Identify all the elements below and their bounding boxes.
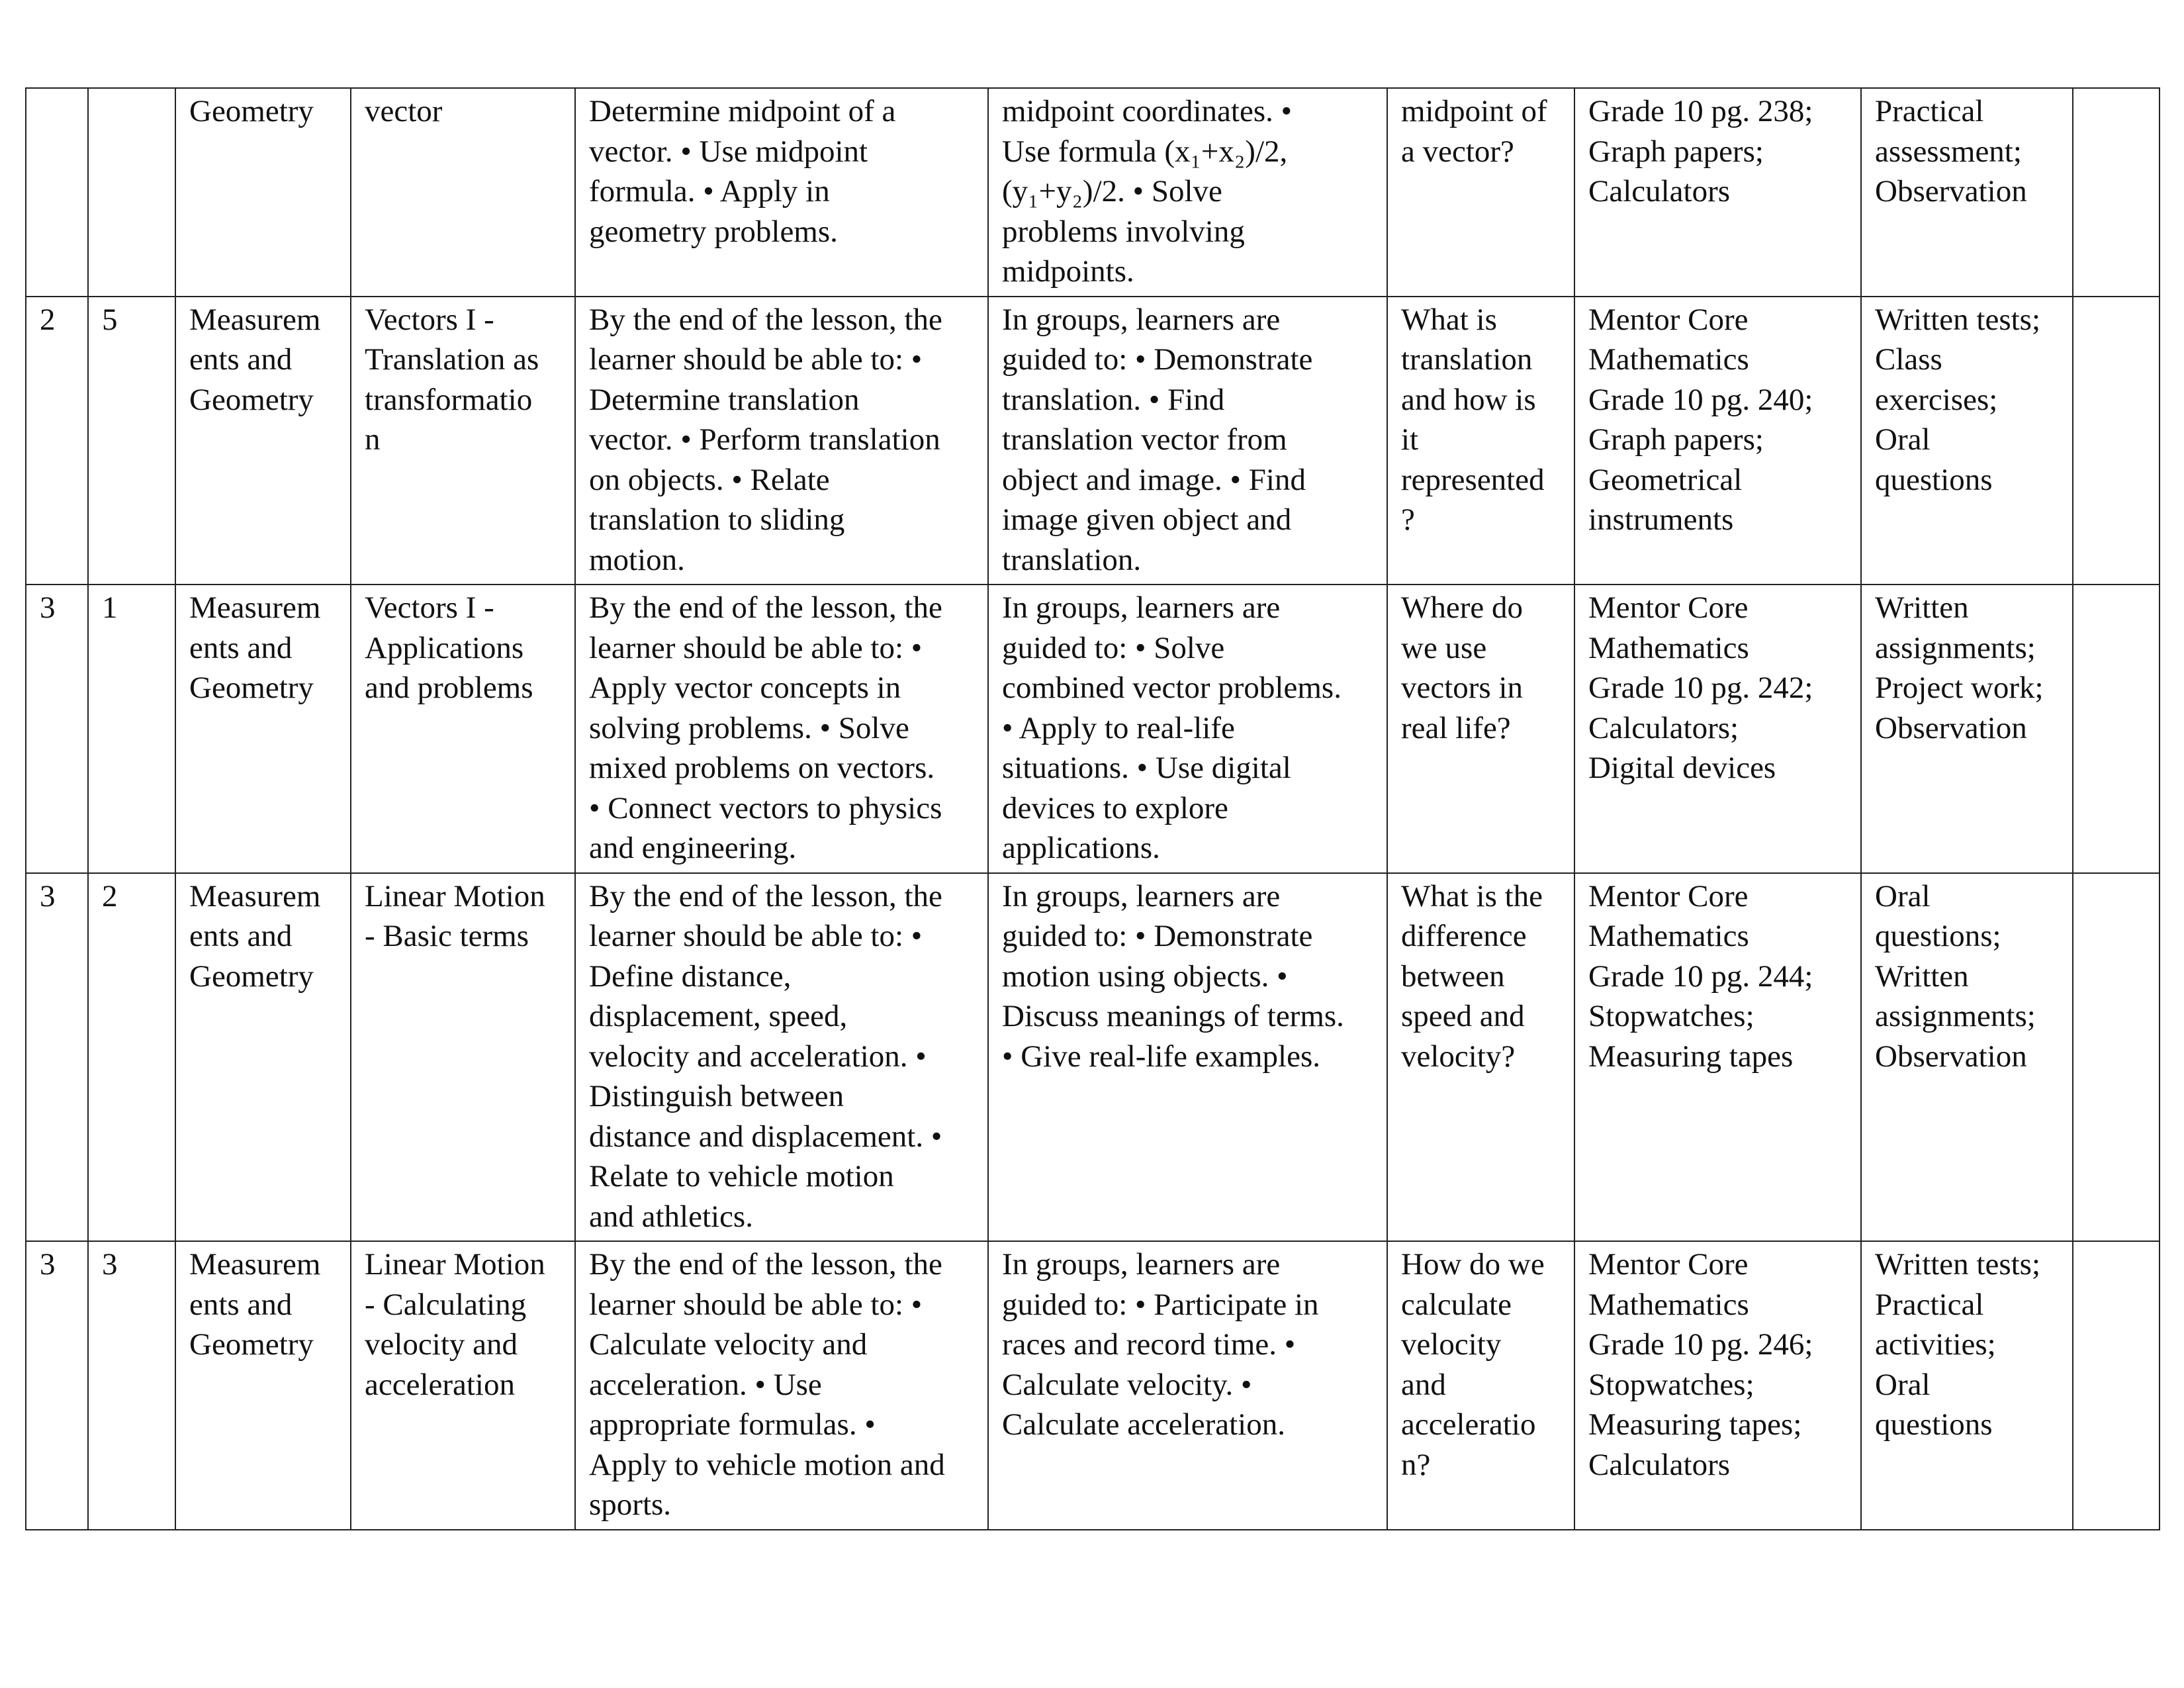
key-inquiry-question-cell <box>1387 873 1574 1242</box>
lesson-cell-text: 3 <box>102 1247 118 1282</box>
learning-experiences-cell <box>988 585 1387 873</box>
assessment-cell <box>1861 873 2073 1242</box>
week-cell-text: 3 <box>40 590 56 625</box>
learning-experiences-cell-text: midpoint coordinates. • Use formula (x₁+x₂)/2, (y₁+y₂)/2. • Solve problems involving midpoints. <box>1002 94 1293 289</box>
learning-outcomes-cell-text: By the end of the lesson, the learner should be able to: • Calculate velocity and acceleration. • Use appropriate formulas. • Apply to vehicle motion and sports. <box>589 1247 945 1522</box>
lesson-cell-text: 2 <box>102 878 118 914</box>
learning-resources-cell-text: Mentor Core Mathematics Grade 10 pg. 246; Stopwatches; Measuring tapes; Calculators <box>1588 1247 1813 1482</box>
week-cell <box>26 873 88 1242</box>
learning-outcomes-cell <box>575 1241 988 1530</box>
learning-experiences-cell <box>988 873 1387 1242</box>
assessment-cell <box>1861 1241 2073 1530</box>
strand-cell-text: Measurem ents and Geometry <box>189 302 321 417</box>
remarks-cell <box>2073 585 2160 873</box>
learning-experiences-cell <box>988 1241 1387 1530</box>
key-inquiry-question-cell-text: midpoint of a vector? <box>1401 94 1547 169</box>
learning-resources-cell-text: Mentor Core Mathematics Grade 10 pg. 242; Calculators; Digital devices <box>1588 590 1813 785</box>
sub-strand-cell-text: Vectors I - Translation as transformatio n <box>365 302 539 457</box>
key-inquiry-question-cell-text: Where do we use vectors in real life? <box>1401 590 1524 745</box>
remarks-cell <box>2073 297 2160 585</box>
strand-cell <box>175 88 351 297</box>
assessment-cell <box>1861 297 2073 585</box>
learning-experiences-cell-text: In groups, learners are guided to: • Demonstrate motion using objects. • Discuss meanings of terms. • Give real-life examples. <box>1002 878 1344 1074</box>
key-inquiry-question-cell <box>1387 88 1574 297</box>
learning-resources-cell-text: Mentor Core Mathematics Grade 10 pg. 244; Stopwatches; Measuring tapes <box>1588 878 1813 1074</box>
sub-strand-cell-text: vector <box>365 94 443 128</box>
strand-cell-text: Measurem ents and Geometry <box>189 878 321 994</box>
learning-resources-cell <box>1574 297 1861 585</box>
sub-strand-cell-text: Vectors I - Applications and problems <box>365 590 533 705</box>
key-inquiry-question-cell <box>1387 1241 1574 1530</box>
key-inquiry-question-cell <box>1387 297 1574 585</box>
assessment-cell-text: Written tests; Class exercises; Oral questions <box>1875 302 2041 497</box>
learning-experiences-cell-text: In groups, learners are guided to: • Participate in races and record time. • Calculate velocity. • Calculate acceleration. <box>1002 1247 1319 1442</box>
learning-resources-cell-text: Mentor Core Mathematics Grade 10 pg. 240; Graph papers; Geometrical instruments <box>1588 302 1813 537</box>
strand-cell <box>175 1241 351 1530</box>
learning-outcomes-cell-text: By the end of the lesson, the learner should be able to: • Determine translation vector. • Perform translation on objects. • Relate translation to sliding motion. <box>589 302 942 577</box>
strand-cell <box>175 873 351 1242</box>
table-row <box>26 873 2160 1242</box>
week-cell-text: 3 <box>40 1247 56 1282</box>
learning-outcomes-cell <box>575 585 988 873</box>
strand-cell-text: Measurem ents and Geometry <box>189 590 321 705</box>
learning-experiences-cell-text: In groups, learners are guided to: • Demonstrate translation. • Find translation vector from object and image. • Find image given object and translation. <box>1002 302 1313 577</box>
learning-resources-cell <box>1574 873 1861 1242</box>
learning-resources-cell <box>1574 88 1861 297</box>
learning-outcomes-cell <box>575 297 988 585</box>
key-inquiry-question-cell-text: How do we calculate velocity and acceleratio n? <box>1401 1247 1545 1482</box>
assessment-cell-text: Written tests; Practical activities; Oral questions <box>1875 1247 2041 1442</box>
lesson-cell <box>88 1241 175 1530</box>
remarks-cell <box>2073 1241 2160 1530</box>
key-inquiry-question-cell-text: What is the difference between speed and velocity? <box>1401 878 1543 1074</box>
sub-strand-cell <box>351 585 575 873</box>
lesson-cell <box>88 585 175 873</box>
table-row <box>26 297 2160 585</box>
table-row <box>26 88 2160 297</box>
lesson-cell <box>88 88 175 297</box>
scheme-of-work-table <box>25 87 2160 1530</box>
learning-resources-cell-text: Grade 10 pg. 238; Graph papers; Calculators <box>1588 94 1813 209</box>
assessment-cell-text: Practical assessment; Observation <box>1875 94 2027 209</box>
learning-outcomes-cell-text: By the end of the lesson, the learner should be able to: • Apply vector concepts in solving problems. • Solve mixed problems on vectors. • Connect vectors to physics and engineering. <box>589 590 942 865</box>
learning-outcomes-cell <box>575 873 988 1242</box>
assessment-cell <box>1861 88 2073 297</box>
lesson-cell <box>88 873 175 1242</box>
strand-cell <box>175 585 351 873</box>
learning-resources-cell <box>1574 585 1861 873</box>
table-row <box>26 585 2160 873</box>
lesson-cell-text: 1 <box>102 590 118 625</box>
week-cell <box>26 1241 88 1530</box>
strand-cell-text: Measurem ents and Geometry <box>189 1247 321 1362</box>
key-inquiry-question-cell <box>1387 585 1574 873</box>
week-cell-text: 3 <box>40 878 56 914</box>
learning-outcomes-cell-text: By the end of the lesson, the learner should be able to: • Define distance, displacement, speed, velocity and acceleration. • Distinguish between distance and displacement. • Relate to vehicle motion and athletics. <box>589 878 942 1234</box>
sub-strand-cell <box>351 88 575 297</box>
lesson-cell <box>88 297 175 585</box>
learning-experiences-cell <box>988 297 1387 585</box>
key-inquiry-question-cell-text: What is translation and how is it represented ? <box>1401 302 1545 537</box>
sub-strand-cell <box>351 297 575 585</box>
sub-strand-cell <box>351 873 575 1242</box>
learning-resources-cell <box>1574 1241 1861 1530</box>
strand-cell-text: Geometry <box>189 94 314 128</box>
learning-experiences-cell-text: In groups, learners are guided to: • Solve combined vector problems. • Apply to real-life situations. • Use digital devices to explore applications. <box>1002 590 1342 865</box>
assessment-cell <box>1861 585 2073 873</box>
learning-outcomes-cell-text: Determine midpoint of a vector. • Use midpoint formula. • Apply in geometry problems. <box>589 94 896 249</box>
learning-outcomes-cell <box>575 88 988 297</box>
sub-strand-cell-text: Linear Motion - Basic terms <box>365 878 545 953</box>
week-cell <box>26 297 88 585</box>
remarks-cell <box>2073 88 2160 297</box>
week-cell <box>26 585 88 873</box>
lesson-cell-text: 5 <box>102 302 118 337</box>
assessment-cell-text: Written assignments; Project work; Observation <box>1875 590 2044 745</box>
assessment-cell-text: Oral questions; Written assignments; Observation <box>1875 878 2036 1074</box>
remarks-cell <box>2073 873 2160 1242</box>
week-cell-text: 2 <box>40 302 56 337</box>
sub-strand-cell-text: Linear Motion - Calculating velocity and acceleration <box>365 1247 545 1402</box>
table-body <box>26 88 2160 1530</box>
week-cell <box>26 88 88 297</box>
table-row <box>26 1241 2160 1530</box>
strand-cell <box>175 297 351 585</box>
learning-experiences-cell <box>988 88 1387 297</box>
sub-strand-cell <box>351 1241 575 1530</box>
